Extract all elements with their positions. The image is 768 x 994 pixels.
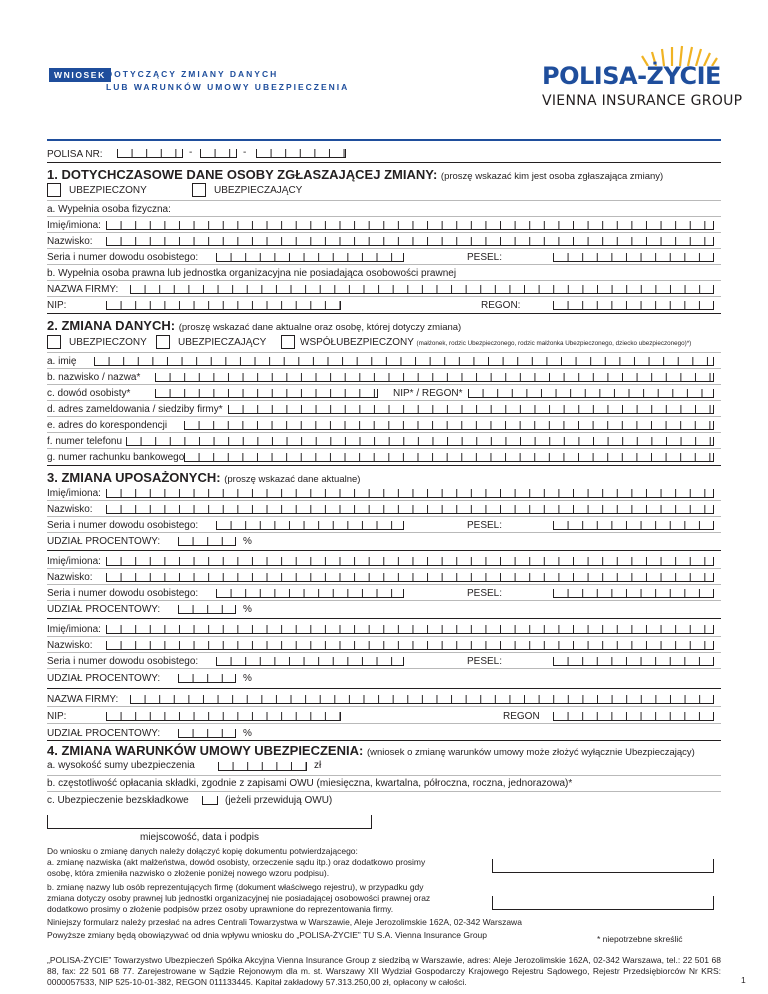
s4-c-note: (jeżeli przewidują OWU) — [225, 795, 333, 806]
s3-b2-last-field[interactable] — [106, 573, 714, 582]
s2-phone-field[interactable] — [126, 437, 714, 446]
s3-b2-id-field[interactable] — [216, 589, 404, 598]
s3-b2-pesel-label: PESEL: — [467, 588, 503, 599]
s3-b2-last-label: Nazwisko: — [47, 572, 93, 583]
s1-regon-label: REGON: — [481, 300, 521, 311]
s3-b3-pesel-label: PESEL: — [467, 656, 503, 667]
note-line: a. zmianę nazwiska (akt małżeństwa, dowód osobisty, orzeczenie sądu itp.) oraz dodatkowo prosimy — [47, 857, 426, 867]
policy-number-label: POLISA NR: — [47, 149, 103, 160]
divider — [47, 775, 721, 776]
s1-id-field[interactable] — [216, 253, 404, 262]
s1-pesel-field[interactable] — [553, 253, 714, 262]
s3-b1-first-label: Imię/imiona: — [47, 488, 101, 499]
s1-policyholder-label: UBEZPIECZAJĄCY — [214, 185, 303, 196]
divider — [47, 688, 721, 689]
divider — [47, 368, 721, 369]
s3-b1-id-field[interactable] — [216, 521, 404, 530]
s4-premium-free-field[interactable] — [202, 796, 218, 805]
s2-coinsured-label: WSPÓŁUBEZPIECZONY (małżonek, rodzic Ubezpieczonego, rodzic małżonka Ubezpieczonego, dziecko ubezpieczonego)*) — [300, 337, 692, 348]
s2-policyholder-checkbox[interactable] — [156, 335, 170, 349]
section-1-title: 1. DOTYCHCZASOWE DANE OSOBY ZGŁASZAJĄCEJ ZMIANY: (proszę wskazać kim jest osoba zgłaszająca zmiany) — [47, 167, 664, 182]
s1-insured-label: UBEZPIECZONY — [69, 185, 147, 196]
s1-last-name-field[interactable] — [106, 237, 714, 246]
s3-company-share-field[interactable] — [178, 729, 236, 738]
divider — [47, 532, 721, 533]
s3-b2-pct: % — [243, 604, 252, 615]
s2-b-label: b. nazwisko / nazwa* — [47, 372, 141, 383]
s3-b2-share-field[interactable] — [178, 605, 236, 614]
divider — [47, 432, 721, 433]
divider — [47, 384, 721, 385]
divider — [47, 264, 721, 265]
s1-company-field[interactable] — [130, 285, 714, 294]
s3-b1-last-field[interactable] — [106, 505, 714, 514]
s2-f-label: f. numer telefonu — [47, 436, 123, 447]
policy-sep-1: - — [189, 147, 193, 158]
s1-first-name-label: Imię/imiona: — [47, 220, 101, 231]
s2-g-label: g. numer rachunku bankowego — [47, 452, 185, 463]
divider — [47, 416, 721, 417]
divider — [47, 668, 721, 669]
s3-b3-share-field[interactable] — [178, 674, 236, 683]
form-badge: WNIOSEK — [49, 68, 111, 82]
s1-regon-field[interactable] — [553, 301, 714, 310]
divider — [47, 740, 721, 741]
note-line: Do wniosku o zmianę danych należy dołączyć kopię dokumentu potwierdzającego: — [47, 846, 358, 856]
note-line: osobę, która zmieniła nazwisko o złożenie poniżej nowego wzoru podpisu). — [47, 868, 330, 878]
divider — [47, 248, 721, 249]
divider — [47, 500, 721, 501]
s1-policyholder-checkbox[interactable] — [192, 183, 206, 197]
divider — [47, 652, 721, 653]
s3-regon-field[interactable] — [553, 712, 714, 721]
s2-address-field[interactable] — [228, 405, 714, 414]
s1-company-label: NAZWA FIRMY: — [47, 284, 119, 295]
note-line: dodatkowo prosimy o złożenie podpisów przez osoby uprawnione do reprezentowania firmy. — [47, 904, 394, 914]
policy-number-part3[interactable] — [256, 149, 346, 158]
divider — [47, 516, 721, 517]
effective-date-note: Powyższe zmiany będą obowiązywać od dnia wpływu wniosku do „POLISA-ŻYCIE” TU S.A. Vienna Insurance Group — [47, 930, 488, 940]
s2-c-label: c. dowód osobisty* — [47, 388, 131, 399]
s2-insured-label: UBEZPIECZONY — [69, 337, 147, 348]
s1-pesel-label: PESEL: — [467, 252, 503, 263]
s4-a-label: a. wysokość sumy ubezpieczenia — [47, 760, 195, 771]
s3-b3-share-label: UDZIAŁ PROCENTOWY: — [47, 673, 161, 684]
s3-b1-pct: % — [243, 536, 252, 547]
s1-insured-checkbox[interactable] — [47, 183, 61, 197]
s3-b3-pesel-field[interactable] — [553, 657, 714, 666]
signature-caption: miejscowość, data i podpis — [140, 832, 259, 843]
s3-nip-field[interactable] — [106, 712, 341, 721]
s4-sum-insured-field[interactable] — [218, 762, 307, 771]
s3-b2-id-label: Seria i numer dowodu osobistego: — [47, 588, 199, 599]
s3-b1-id-label: Seria i numer dowodu osobistego: — [47, 520, 199, 531]
company-footer: „POLISA-ŻYCIE” Towarzystwo Ubezpieczeń Spółka Akcyjna Vienna Insurance Group z siedzibą w Warszawie, adres: Aleje Jerozolimskie 162A, 02-342 Warszawa, tel.: 22 501 68 88, fax: 22 501 68 77. Zarejestrowane w Sądzie Rejonowym dla m. st. Warszawy XII Wydział Gospodarczy Krajowego Rejestru Sądowego, Rejestr Przedsiębiorców Nr KRS: 0000057533, NIP 525-10-01-382, REGON 011133445. Kapitał zakładowy 57.313.250,00 zł, opłacony w całości. — [47, 955, 721, 987]
s3-b3-last-label: Nazwisko: — [47, 640, 93, 651]
s2-correspondence-field[interactable] — [184, 421, 714, 430]
s3-b3-id-label: Seria i numer dowodu osobistego: — [47, 656, 199, 667]
s4-c-label: c. Ubezpieczenie bezskładkowe — [47, 795, 189, 806]
s2-first-name-field[interactable] — [94, 357, 714, 366]
new-signature-field-2[interactable] — [492, 896, 714, 910]
s3-nip-label: NIP: — [47, 711, 67, 722]
divider — [47, 600, 721, 601]
s2-bank-account-field[interactable] — [184, 453, 714, 462]
s3-regon-label: REGON — [503, 711, 540, 722]
divider — [47, 352, 721, 353]
s2-policyholder-label: UBEZPIECZAJĄCY — [178, 337, 267, 348]
divider — [47, 618, 721, 619]
divider — [47, 550, 721, 551]
divider — [47, 448, 721, 449]
s3-company-share-label: UDZIAŁ PROCENTOWY: — [47, 728, 161, 739]
divider — [47, 465, 721, 466]
s1-last-name-label: Nazwisko: — [47, 236, 93, 247]
s3-company-pct: % — [243, 728, 252, 739]
strike-note: * niepotrzebne skreślić — [597, 934, 683, 944]
divider — [47, 200, 721, 201]
divider — [47, 313, 721, 314]
section-2-title: 2. ZMIANA DANYCH: (proszę wskazać dane aktualne oraz osobę, której dotyczy zmiana) — [47, 318, 462, 333]
s2-a-label: a. imię — [47, 356, 77, 367]
s3-company-label: NAZWA FIRMY: — [47, 694, 119, 705]
note-line: zmiana dotyczy osoby prawnej lub jednostki organizacyjnej nie posiadającej osobowości prawnej oraz — [47, 893, 431, 903]
s3-b2-pesel-field[interactable] — [553, 589, 714, 598]
s3-b3-id-field[interactable] — [216, 657, 404, 666]
s2-e-label: e. adres do korespondencji — [47, 420, 168, 431]
divider — [47, 791, 721, 792]
s3-b2-share-label: UDZIAŁ PROCENTOWY: — [47, 604, 161, 615]
s1-a-label: a. Wypełnia osoba fizyczna: — [47, 204, 171, 215]
s2-insured-checkbox[interactable] — [47, 335, 61, 349]
s4-b-label: b. częstotliwość opłacania składki, zgodnie z zapisami OWU (miesięczna, kwartalna, półroczna, roczna, jednorazowa)* — [47, 778, 573, 789]
section-4-title: 4. ZMIANA WARUNKÓW UMOWY UBEZPIECZENIA: (wniosek o zmianę warunków umowy może złożyć wyłącznie Ubezpieczający) — [47, 743, 695, 758]
divider — [47, 400, 721, 401]
policy-sep-2: - — [243, 147, 247, 158]
s1-id-label: Seria i numer dowodu osobistego: — [47, 252, 199, 263]
divider — [47, 584, 721, 585]
form-title-line1: DOTYCZĄCY ZMIANY DANYCH — [106, 69, 279, 79]
divider — [47, 216, 721, 217]
s3-b1-pesel-field[interactable] — [553, 521, 714, 530]
divider — [47, 636, 721, 637]
divider — [47, 568, 721, 569]
s3-b1-last-label: Nazwisko: — [47, 504, 93, 515]
s2-d-label: d. adres zameldowania / siedziby firmy* — [47, 404, 223, 415]
s2-nip-regon-field[interactable] — [468, 389, 714, 398]
s3-b3-pct: % — [243, 673, 252, 684]
s3-b1-first-field[interactable] — [106, 489, 714, 498]
s3-b3-first-field[interactable] — [106, 625, 714, 634]
divider — [47, 280, 721, 281]
divider — [47, 162, 721, 163]
logo-wordmark: POLISA-ŻYCIE — [542, 62, 721, 90]
new-signature-field-1[interactable] — [492, 859, 714, 873]
s2-id-field[interactable] — [155, 389, 378, 398]
s3-b2-first-field[interactable] — [106, 557, 714, 566]
s2-nip-regon-label: NIP* / REGON* — [393, 388, 463, 399]
mailing-address-note: Niniejszy formularz należy przesłać na adres Centrali Towarzystwa w Warszawie, Aleje Jerozolimskie 162A, 02-342 Warszawa — [47, 917, 522, 927]
s2-last-name-field[interactable] — [155, 373, 714, 382]
s1-first-name-field[interactable] — [106, 221, 714, 230]
divider — [47, 706, 721, 707]
divider — [47, 232, 721, 233]
divider — [47, 723, 721, 724]
header-divider — [47, 139, 721, 141]
note-line: b. zmianę nazwy lub osób reprezentujących firmę (dokument właściwego rejestru), w przypadku gdy — [47, 882, 424, 892]
section-3-title: 3. ZMIANA UPOSAŻONYCH: (proszę wskazać dane aktualne) — [47, 470, 361, 485]
s3-b3-last-field[interactable] — [106, 641, 714, 650]
s3-b2-first-label: Imię/imiona: — [47, 556, 101, 567]
s4-currency: zł — [314, 760, 322, 771]
policy-number-part2[interactable] — [200, 149, 237, 158]
s3-company-field[interactable] — [130, 695, 714, 704]
s3-b1-share-label: UDZIAŁ PROCENTOWY: — [47, 536, 161, 547]
s1-b-label: b. Wypełnia osoba prawna lub jednostka organizacyjna nie posiadająca osobowości prawnej — [47, 268, 457, 279]
policy-number-part1[interactable] — [117, 149, 183, 158]
logo-subtitle: VIENNA INSURANCE GROUP — [542, 93, 743, 109]
s3-b1-pesel-label: PESEL: — [467, 520, 503, 531]
s1-nip-field[interactable] — [106, 301, 341, 310]
s3-b1-share-field[interactable] — [178, 537, 236, 546]
s3-b3-first-label: Imię/imiona: — [47, 624, 101, 635]
form-title-line2: LUB WARUNKÓW UMOWY UBEZPIECZENIA — [106, 82, 350, 92]
divider — [47, 296, 721, 297]
page-number: 1 — [741, 975, 746, 985]
s1-nip-label: NIP: — [47, 300, 67, 311]
place-date-signature-field[interactable] — [47, 815, 372, 829]
s2-coinsured-checkbox[interactable] — [281, 335, 295, 349]
